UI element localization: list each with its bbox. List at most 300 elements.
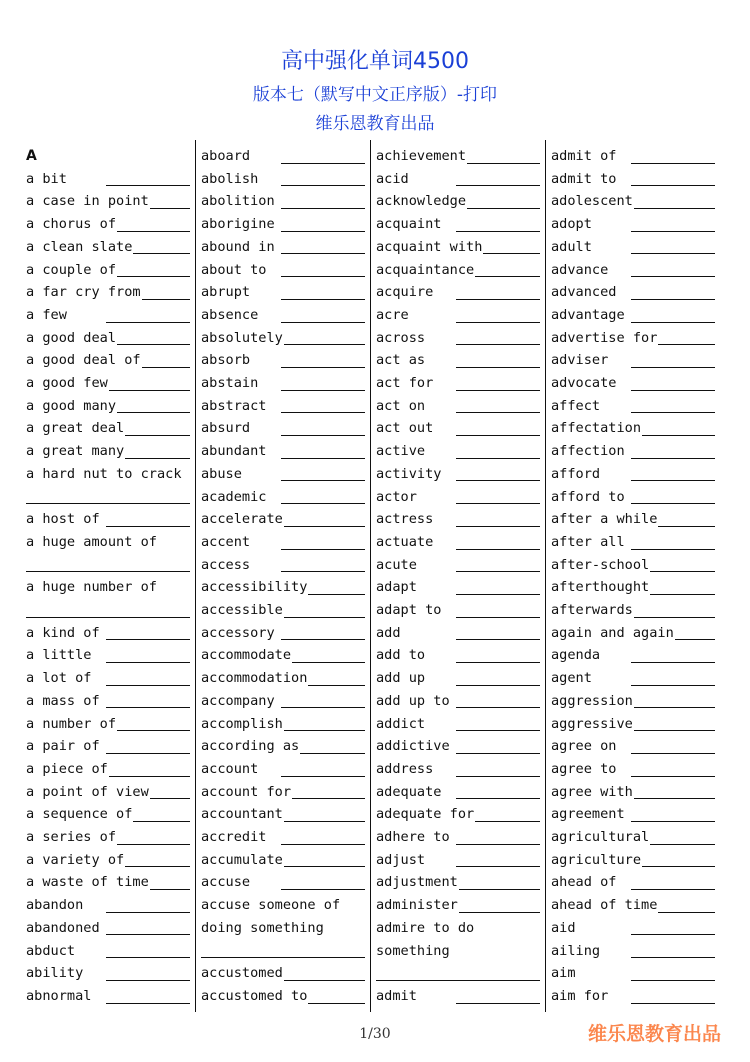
answer-blank — [456, 912, 540, 913]
vocab-row — [199, 327, 365, 350]
vocab-row — [199, 826, 365, 849]
vocab-row — [24, 985, 190, 1008]
vocab-row — [549, 894, 715, 917]
vocab-term: accountant — [201, 803, 284, 826]
vocab-term: accustomed — [201, 962, 284, 985]
vocab-term: a sequence of — [26, 803, 133, 826]
vocab-term: accelerate — [201, 508, 284, 531]
vocab-row — [374, 962, 540, 985]
vocab-row — [549, 667, 715, 690]
answer-blank — [281, 980, 365, 981]
vocab-term: ability — [26, 962, 84, 985]
vocab-term: a clean slate — [26, 236, 133, 259]
vocab-row — [374, 281, 540, 304]
vocab-row — [199, 940, 365, 963]
vocab-term: agree to — [551, 758, 617, 781]
vocab-term: a number of — [26, 713, 117, 736]
vocab-row — [24, 440, 190, 463]
vocab-row — [24, 417, 190, 440]
vocab-row — [24, 622, 190, 645]
vocab-term: adolescent — [551, 190, 634, 213]
vocab-row — [24, 849, 190, 872]
vocab-term: adequate for — [376, 803, 475, 826]
column-divider — [195, 140, 196, 1012]
word-column-1 — [24, 140, 190, 1012]
vocab-term: ahead of — [551, 871, 617, 894]
vocab-row — [374, 372, 540, 395]
vocab-term: adopt — [551, 213, 593, 236]
vocab-row — [549, 940, 715, 963]
vocab-row — [549, 871, 715, 894]
answer-blank — [106, 912, 190, 913]
vocab-row — [374, 622, 540, 645]
vocab-row — [549, 644, 715, 667]
vocab-term: acknowledge — [376, 190, 467, 213]
vocab-term: a lot of — [26, 667, 92, 690]
answer-blank — [631, 980, 715, 981]
vocab-term: acquaintance — [376, 259, 475, 282]
vocab-row — [199, 758, 365, 781]
page-title: 高中强化单词4500 — [281, 49, 469, 74]
vocab-term: a great many — [26, 440, 125, 463]
vocab-row — [24, 304, 190, 327]
answer-blank — [106, 412, 190, 413]
answer-blank — [376, 980, 540, 981]
vocab-term: a case in point — [26, 190, 150, 213]
vocab-term: a point of view — [26, 781, 150, 804]
vocab-term: advance — [551, 259, 609, 282]
vocab-term: again and again — [551, 622, 675, 645]
vocab-term: abound in — [201, 236, 276, 259]
answer-blank — [456, 889, 540, 890]
vocab-row — [549, 463, 715, 486]
vocab-term: after all — [551, 531, 626, 554]
vocab-row — [199, 395, 365, 418]
vocab-term: add to — [376, 644, 426, 667]
vocab-term: act as — [376, 349, 426, 372]
vocab-term: absurd — [201, 417, 251, 440]
vocab-row — [374, 486, 540, 509]
vocab-row — [374, 440, 540, 463]
answer-blank — [106, 980, 190, 981]
answer-blank — [456, 1003, 540, 1004]
vocab-term: accent — [201, 531, 251, 554]
vocab-term: after a while — [551, 508, 658, 531]
vocab-term: agreement — [551, 803, 626, 826]
answer-blank — [106, 707, 190, 708]
vocab-term: abundant — [201, 440, 267, 463]
vocab-row — [374, 690, 540, 713]
vocab-term: account for — [201, 781, 292, 804]
answer-blank — [456, 435, 540, 436]
vocab-term: accommodation — [201, 667, 308, 690]
vocab-term: add up to — [376, 690, 451, 713]
vocab-row — [199, 259, 365, 282]
vocab-term: aggressive — [551, 713, 634, 736]
answer-blank — [631, 231, 715, 232]
answer-blank — [281, 889, 365, 890]
answer-blank — [281, 185, 365, 186]
vocab-row — [199, 190, 365, 213]
vocab-term: aboard — [201, 145, 251, 168]
vocab-term: a huge amount of — [26, 531, 158, 554]
answer-blank — [456, 753, 540, 754]
answer-blank — [631, 798, 715, 799]
vocab-term: absence — [201, 304, 259, 327]
vocab-term: something — [376, 940, 451, 963]
vocab-row — [374, 190, 540, 213]
vocab-row — [374, 554, 540, 577]
vocab-term: agree with — [551, 781, 634, 804]
vocab-row — [24, 894, 190, 917]
answer-blank — [281, 231, 365, 232]
vocab-term: accessibility — [201, 576, 308, 599]
answer-blank — [281, 208, 365, 209]
vocab-row — [374, 168, 540, 191]
vocab-term: abolish — [201, 168, 259, 191]
vocab-term: a huge number of — [26, 576, 158, 599]
vocab-row — [24, 508, 190, 531]
vocab-row — [549, 508, 715, 531]
answer-blank — [106, 322, 190, 323]
answer-blank — [456, 662, 540, 663]
vocab-term: a pair of — [26, 735, 101, 758]
vocab-term: acquaint — [376, 213, 442, 236]
vocab-term: acid — [376, 168, 410, 191]
vocab-term: acute — [376, 554, 418, 577]
answer-blank — [631, 412, 715, 413]
vocab-row — [374, 644, 540, 667]
answer-blank — [631, 1003, 715, 1004]
vocab-row — [24, 168, 190, 191]
vocab-row — [199, 622, 365, 645]
vocab-term: adviser — [551, 349, 609, 372]
vocab-row — [374, 758, 540, 781]
answer-blank — [456, 458, 540, 459]
vocab-row — [24, 349, 190, 372]
vocab-row — [549, 735, 715, 758]
answer-blank — [631, 957, 715, 958]
vocab-row — [549, 713, 715, 736]
vocab-term: afterthought — [551, 576, 650, 599]
vocab-term: abandon — [26, 894, 84, 917]
vocab-term: admit to — [551, 168, 617, 191]
vocab-term: acquaint with — [376, 236, 483, 259]
publisher-line: 维乐恩教育出品 — [315, 114, 435, 134]
vocab-row — [24, 372, 190, 395]
vocab-term: a piece of — [26, 758, 109, 781]
page-number: 1/30 — [359, 1026, 391, 1042]
vocab-term: active — [376, 440, 426, 463]
vocab-row — [374, 463, 540, 486]
vocab-row — [374, 985, 540, 1008]
vocab-row — [199, 962, 365, 985]
answer-blank — [456, 344, 540, 345]
vocab-term: afford to — [551, 486, 626, 509]
vocab-term: advertise for — [551, 327, 658, 350]
vocab-row — [374, 940, 540, 963]
answer-blank — [106, 185, 190, 186]
vocab-row — [549, 190, 715, 213]
vocab-row — [24, 554, 190, 577]
answer-blank — [631, 208, 715, 209]
answer-blank — [631, 866, 715, 867]
answer-blank — [281, 299, 365, 300]
vocab-row — [374, 735, 540, 758]
vocab-term: affect — [551, 395, 601, 418]
vocab-term: affection — [551, 440, 626, 463]
vocab-term: abuse — [201, 463, 243, 486]
vocab-term: abrupt — [201, 281, 251, 304]
vocab-row — [374, 803, 540, 826]
vocab-term: aid — [551, 917, 577, 940]
answer-blank — [281, 163, 365, 164]
vocab-row — [24, 917, 190, 940]
vocab-row — [199, 508, 365, 531]
vocab-term: admit of — [551, 145, 617, 168]
vocab-term: agenda — [551, 644, 601, 667]
vocab-row — [549, 962, 715, 985]
vocab-row — [549, 849, 715, 872]
vocab-term: afterwards — [551, 599, 634, 622]
vocab-row — [199, 531, 365, 554]
answer-blank — [106, 231, 190, 232]
vocab-row — [199, 304, 365, 327]
vocab-term: A — [26, 145, 38, 168]
vocab-row — [199, 486, 365, 509]
answer-blank — [456, 185, 540, 186]
vocab-row — [549, 349, 715, 372]
vocab-term: abnormal — [26, 985, 92, 1008]
answer-blank — [281, 866, 365, 867]
vocab-row — [374, 713, 540, 736]
answer-blank — [281, 662, 365, 663]
vocab-row — [24, 781, 190, 804]
vocab-row — [549, 985, 715, 1008]
vocab-row — [24, 713, 190, 736]
answer-blank — [456, 866, 540, 867]
answer-blank — [456, 390, 540, 391]
vocab-row — [374, 236, 540, 259]
vocab-term: across — [376, 327, 426, 350]
answer-blank — [456, 503, 540, 504]
vocab-term: abandoned — [26, 917, 101, 940]
answer-blank — [631, 458, 715, 459]
vocab-row — [199, 781, 365, 804]
answer-blank — [281, 322, 365, 323]
vocab-row — [549, 327, 715, 350]
vocab-row — [549, 372, 715, 395]
vocab-row — [374, 917, 540, 940]
vocab-row — [374, 327, 540, 350]
section-letter — [24, 145, 190, 168]
vocab-term: activity — [376, 463, 442, 486]
answer-blank — [281, 480, 365, 481]
answer-blank — [631, 276, 715, 277]
answer-blank — [631, 299, 715, 300]
answer-blank — [631, 730, 715, 731]
vocab-term: adjust — [376, 849, 426, 872]
vocab-term: aggression — [551, 690, 634, 713]
vocab-term: advocate — [551, 372, 617, 395]
answer-blank — [631, 185, 715, 186]
vocab-row — [374, 599, 540, 622]
vocab-term: administer — [376, 894, 459, 917]
vocab-term: abstain — [201, 372, 259, 395]
vocab-term: abstract — [201, 395, 267, 418]
word-column-3 — [374, 140, 540, 1012]
vocab-row — [374, 349, 540, 372]
answer-blank — [281, 798, 365, 799]
vocab-row — [199, 372, 365, 395]
vocab-term: a few — [26, 304, 68, 327]
answer-blank — [456, 526, 540, 527]
vocab-term: a mass of — [26, 690, 101, 713]
vocab-row — [549, 304, 715, 327]
vocab-term: a couple of — [26, 259, 117, 282]
vocab-term: adequate — [376, 781, 442, 804]
vocab-term: account — [201, 758, 259, 781]
vocab-row — [24, 213, 190, 236]
vocab-term: a variety of — [26, 849, 125, 872]
vocab-term: a good many — [26, 395, 117, 418]
answer-blank — [631, 662, 715, 663]
vocab-term: agricultural — [551, 826, 650, 849]
answer-blank — [281, 639, 365, 640]
vocab-term: advanced — [551, 281, 617, 304]
vocab-row — [24, 826, 190, 849]
answer-blank — [281, 617, 365, 618]
vocab-row — [374, 871, 540, 894]
answer-blank — [106, 1003, 190, 1004]
column-divider — [370, 140, 371, 1012]
vocab-row — [549, 417, 715, 440]
answer-blank — [281, 844, 365, 845]
answer-blank — [106, 685, 190, 686]
answer-blank — [456, 617, 540, 618]
vocab-row — [24, 236, 190, 259]
answer-blank — [631, 776, 715, 777]
vocab-term: access — [201, 554, 251, 577]
vocab-row — [199, 803, 365, 826]
vocab-row — [549, 622, 715, 645]
vocab-row — [24, 758, 190, 781]
vocab-term: ailing — [551, 940, 601, 963]
vocab-row — [199, 417, 365, 440]
vocab-term: agree on — [551, 735, 617, 758]
answer-blank — [456, 208, 540, 209]
vocab-term: accredit — [201, 826, 267, 849]
answer-blank — [456, 322, 540, 323]
vocab-row — [549, 690, 715, 713]
answer-blank — [631, 753, 715, 754]
answer-blank — [456, 163, 540, 164]
vocab-row — [24, 327, 190, 350]
vocab-row — [549, 145, 715, 168]
vocab-term: a kind of — [26, 622, 101, 645]
vocab-term: accessory — [201, 622, 276, 645]
answer-blank — [281, 821, 365, 822]
vocab-row — [549, 531, 715, 554]
vocab-term: aborigine — [201, 213, 276, 236]
vocab-term: add — [376, 622, 402, 645]
vocab-term: accustomed to — [201, 985, 308, 1008]
vocab-row — [374, 508, 540, 531]
vocab-row — [199, 871, 365, 894]
answer-blank — [456, 594, 540, 595]
answer-blank — [456, 798, 540, 799]
vocab-row — [374, 259, 540, 282]
vocab-term: admire to do — [376, 917, 475, 940]
answer-blank — [456, 571, 540, 572]
vocab-term: acquire — [376, 281, 434, 304]
vocab-row — [199, 168, 365, 191]
answer-blank — [106, 662, 190, 663]
answer-blank — [106, 276, 190, 277]
vocab-row — [24, 735, 190, 758]
vocab-term: about to — [201, 259, 267, 282]
answer-blank — [26, 617, 190, 618]
watermark-logo: 维乐恩教育出品 — [588, 1023, 722, 1045]
answer-blank — [281, 367, 365, 368]
vocab-row — [199, 690, 365, 713]
vocab-row — [374, 417, 540, 440]
vocab-term: act out — [376, 417, 434, 440]
answer-blank — [631, 367, 715, 368]
vocab-row — [549, 758, 715, 781]
vocab-term: advantage — [551, 304, 626, 327]
answer-blank — [456, 412, 540, 413]
vocab-row — [199, 713, 365, 736]
vocab-term: addict — [376, 713, 426, 736]
vocab-term: act on — [376, 395, 426, 418]
vocab-term: actress — [376, 508, 434, 531]
vocab-row — [374, 667, 540, 690]
answer-blank — [631, 549, 715, 550]
vocab-term: accomplish — [201, 713, 284, 736]
answer-blank — [281, 435, 365, 436]
vocab-row — [549, 213, 715, 236]
vocab-row — [374, 576, 540, 599]
vocab-term: achievement — [376, 145, 467, 168]
vocab-row — [24, 644, 190, 667]
answer-blank — [281, 730, 365, 731]
answer-blank — [26, 571, 190, 572]
vocab-term: actor — [376, 486, 418, 509]
vocab-row — [374, 145, 540, 168]
vocab-term: actuate — [376, 531, 434, 554]
answer-blank — [456, 730, 540, 731]
vocab-row — [24, 463, 190, 486]
vocab-row — [199, 985, 365, 1008]
answer-blank — [106, 639, 190, 640]
vocab-term: adhere to — [376, 826, 451, 849]
answer-blank — [631, 889, 715, 890]
vocab-row — [199, 463, 365, 486]
vocab-row — [199, 849, 365, 872]
vocab-term: a chorus of — [26, 213, 117, 236]
vocab-row — [24, 599, 190, 622]
vocab-row — [199, 145, 365, 168]
vocab-row — [24, 690, 190, 713]
vocab-row — [24, 395, 190, 418]
answer-blank — [631, 707, 715, 708]
vocab-term: a little — [26, 644, 92, 667]
vocab-term: a good deal of — [26, 349, 142, 372]
vocab-row — [199, 281, 365, 304]
vocab-term: a series of — [26, 826, 117, 849]
answer-blank — [281, 571, 365, 572]
